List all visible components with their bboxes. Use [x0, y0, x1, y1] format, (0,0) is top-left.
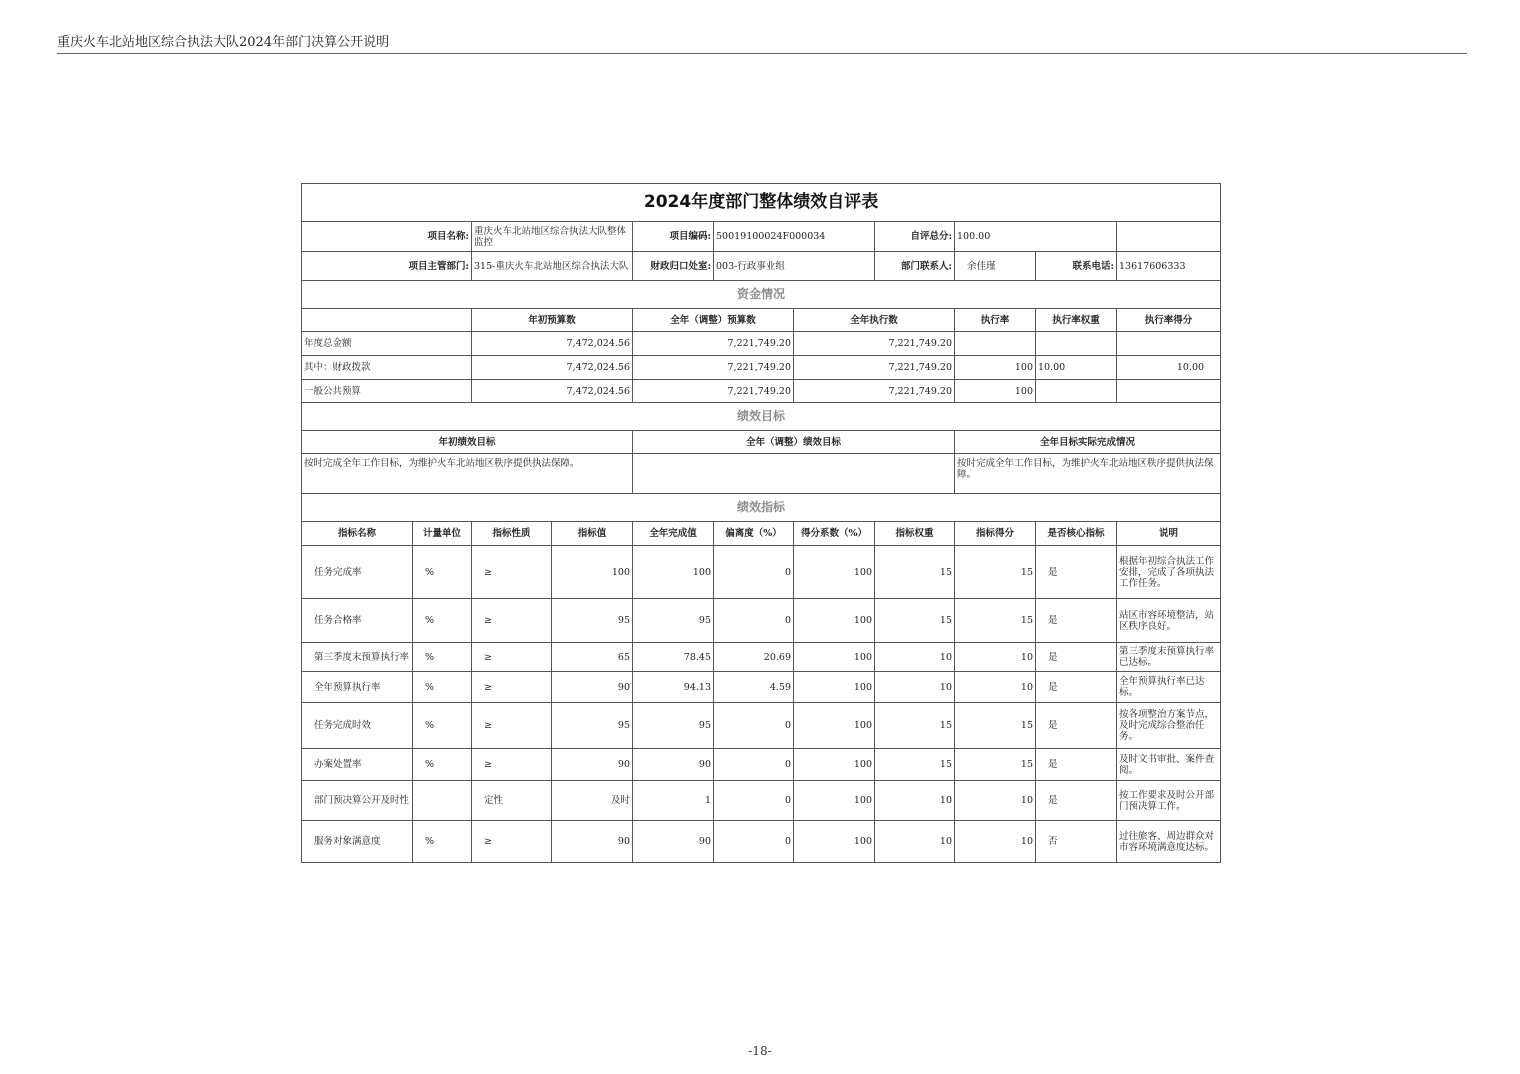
- indicator-row: [302, 643, 1221, 672]
- funds-row-name: 一般公共预算: [302, 380, 472, 403]
- funds-col-header: 执行率: [955, 309, 1036, 332]
- indicator-target: 95: [552, 703, 633, 749]
- funds-col-header: 年初预算数: [472, 309, 633, 332]
- indicator-core: 是: [1036, 546, 1117, 599]
- project-code-value: 50019100024F000034: [714, 222, 875, 252]
- indicator-score: 15: [955, 703, 1036, 749]
- indicator-coef: 100: [794, 703, 875, 749]
- indicator-deviation: 0: [714, 599, 794, 643]
- indicator-target: 65: [552, 643, 633, 672]
- funds-executed: 7,221,749.20: [794, 332, 955, 356]
- project-name-label: 项目名称:: [302, 222, 472, 252]
- funds-score: [1117, 332, 1221, 356]
- indicator-deviation: 0: [714, 781, 794, 821]
- indicator-actual: 1: [633, 781, 714, 821]
- goals-col-header: 年初绩效目标: [302, 431, 633, 454]
- indicator-unit: [413, 781, 472, 821]
- indicator-core: 是: [1036, 749, 1117, 781]
- indicator-target: 90: [552, 672, 633, 703]
- indicator-col-header: 指标性质: [472, 522, 552, 546]
- goal-initial: 按时完成全年工作目标，为维护火车北站地区秩序提供执法保障。: [302, 454, 633, 494]
- funds-weight: [1036, 332, 1117, 356]
- indicator-actual: 100: [633, 546, 714, 599]
- funds-executed: 7,221,749.20: [794, 380, 955, 403]
- indicator-actual: 95: [633, 703, 714, 749]
- indicator-coef: 100: [794, 643, 875, 672]
- indicator-name: 任务完成时效: [302, 703, 413, 749]
- indicator-core: 是: [1036, 599, 1117, 643]
- indicator-unit: %: [413, 749, 472, 781]
- indicator-weight: 15: [875, 546, 955, 599]
- funds-col-header: 执行率得分: [1117, 309, 1221, 332]
- funds-executed: 7,221,749.20: [794, 356, 955, 380]
- indicator-target: 及时: [552, 781, 633, 821]
- indicator-unit: %: [413, 821, 472, 863]
- indicator-nature: ≥: [472, 703, 552, 749]
- indicator-score: 10: [955, 643, 1036, 672]
- indicator-note: 及时文书审批、案件查阅。: [1117, 749, 1221, 781]
- funds-row: [302, 356, 1221, 380]
- project-code-label: 项目编码:: [633, 222, 714, 252]
- dept-value: 315-重庆火车北站地区综合执法大队: [472, 252, 633, 281]
- indicator-row: [302, 546, 1221, 599]
- indicator-coef: 100: [794, 749, 875, 781]
- info-row-2: [302, 252, 1221, 281]
- indicator-core: 是: [1036, 703, 1117, 749]
- finance-office-label: 财政归口处室:: [633, 252, 714, 281]
- indicator-target: 95: [552, 599, 633, 643]
- page-header: 重庆火车北站地区综合执法大队2024年部门决算公开说明: [57, 35, 390, 50]
- indicator-deviation: 0: [714, 749, 794, 781]
- indicator-note: 第三季度末预算执行率已达标。: [1117, 643, 1221, 672]
- indicator-name: 部门预决算公开及时性: [302, 781, 413, 821]
- project-name-value: 重庆火车北站地区综合执法大队整体监控: [472, 222, 633, 252]
- indicator-target: 100: [552, 546, 633, 599]
- indicator-name: 全年预算执行率: [302, 672, 413, 703]
- indicator-weight: 15: [875, 599, 955, 643]
- finance-office-value: 003-行政事业组: [714, 252, 875, 281]
- phone-value: 13617606333: [1117, 252, 1221, 281]
- funds-header-blank: [302, 309, 472, 332]
- indicator-score: 10: [955, 781, 1036, 821]
- dept-label: 项目主管部门:: [302, 252, 472, 281]
- indicator-nature: ≥: [472, 599, 552, 643]
- indicator-col-header: 偏离度（%）: [714, 522, 794, 546]
- info-empty-cell: [1117, 222, 1221, 252]
- indicator-unit: %: [413, 599, 472, 643]
- indicator-row: [302, 781, 1221, 821]
- funds-rate: 100: [955, 356, 1036, 380]
- indicator-note: 按各项整治方案节点，及时完成综合整治任务。: [1117, 703, 1221, 749]
- indicator-weight: 15: [875, 703, 955, 749]
- goals-col-header: 全年（调整）绩效目标: [633, 431, 955, 454]
- indicator-deviation: 0: [714, 546, 794, 599]
- indicator-actual: 95: [633, 599, 714, 643]
- indicator-core: 是: [1036, 781, 1117, 821]
- goals-row: [302, 454, 1221, 494]
- indicator-coef: 100: [794, 672, 875, 703]
- info-row-1: [302, 222, 1221, 252]
- indicator-score: 10: [955, 821, 1036, 863]
- funds-adjusted: 7,221,749.20: [633, 356, 794, 380]
- indicator-core: 是: [1036, 672, 1117, 703]
- indicator-name: 第三季度末预算执行率: [302, 643, 413, 672]
- funds-weight: [1036, 380, 1117, 403]
- indicator-col-header: 得分系数（%）: [794, 522, 875, 546]
- table-title: 2024年度部门整体绩效自评表: [302, 184, 1221, 222]
- funds-score: [1117, 380, 1221, 403]
- indicator-nature: ≥: [472, 546, 552, 599]
- indicator-score: 15: [955, 599, 1036, 643]
- goal-adjusted: [633, 454, 955, 494]
- funds-score: 10.00: [1117, 356, 1221, 380]
- indicator-row: [302, 703, 1221, 749]
- funds-section-title: 资金情况: [302, 281, 1221, 309]
- indicator-nature: ≥: [472, 749, 552, 781]
- funds-row: [302, 380, 1221, 403]
- indicator-unit: %: [413, 703, 472, 749]
- indicator-coef: 100: [794, 781, 875, 821]
- indicator-weight: 10: [875, 643, 955, 672]
- indicator-col-header: 全年完成值: [633, 522, 714, 546]
- self-score-value: 100.00: [955, 222, 1117, 252]
- indicator-col-header: 指标权重: [875, 522, 955, 546]
- funds-col-header: 全年执行数: [794, 309, 955, 332]
- page-number: -18-: [748, 1044, 772, 1058]
- indicator-nature: 定性: [472, 781, 552, 821]
- indicator-actual: 94.13: [633, 672, 714, 703]
- indicator-name: 服务对象满意度: [302, 821, 413, 863]
- indicator-row: [302, 749, 1221, 781]
- indicator-nature: ≥: [472, 821, 552, 863]
- indicator-coef: 100: [794, 821, 875, 863]
- funds-initial: 7,472,024.56: [472, 332, 633, 356]
- indicator-col-header: 是否核心指标: [1036, 522, 1117, 546]
- indicator-weight: 10: [875, 672, 955, 703]
- indicator-name: 任务完成率: [302, 546, 413, 599]
- indicator-core: 是: [1036, 643, 1117, 672]
- indicator-score: 15: [955, 749, 1036, 781]
- contact-value: 余佳瑾: [955, 252, 1036, 281]
- indicator-core: 否: [1036, 821, 1117, 863]
- indicator-note: 按工作要求及时公开部门预决算工作。: [1117, 781, 1221, 821]
- funds-col-header: 执行率权重: [1036, 309, 1117, 332]
- indicator-coef: 100: [794, 546, 875, 599]
- indicator-name: 办案处置率: [302, 749, 413, 781]
- indicator-target: 90: [552, 821, 633, 863]
- indicator-weight: 15: [875, 749, 955, 781]
- indicator-actual: 78.45: [633, 643, 714, 672]
- funds-weight: 10.00: [1036, 356, 1117, 380]
- funds-initial: 7,472,024.56: [472, 380, 633, 403]
- indicator-score: 15: [955, 546, 1036, 599]
- indicator-weight: 10: [875, 821, 955, 863]
- indicator-actual: 90: [633, 821, 714, 863]
- funds-row: [302, 332, 1221, 356]
- goals-section-title: 绩效目标: [302, 403, 1221, 431]
- performance-table: [301, 183, 1221, 863]
- indicator-coef: 100: [794, 599, 875, 643]
- indicator-col-header: 计量单位: [413, 522, 472, 546]
- indicator-target: 90: [552, 749, 633, 781]
- indicator-weight: 10: [875, 781, 955, 821]
- indicator-unit: %: [413, 643, 472, 672]
- indicator-nature: ≥: [472, 643, 552, 672]
- funds-row-name: 其中：财政拨款: [302, 356, 472, 380]
- indicator-deviation: 0: [714, 821, 794, 863]
- indicator-score: 10: [955, 672, 1036, 703]
- indicator-note: 根据年初综合执法工作安排，完成了各项执法工作任务。: [1117, 546, 1221, 599]
- goals-header-row: [302, 431, 1221, 454]
- indicator-deviation: 0: [714, 703, 794, 749]
- indicator-row: [302, 821, 1221, 863]
- funds-header-row: [302, 309, 1221, 332]
- funds-row-name: 年度总金额: [302, 332, 472, 356]
- funds-initial: 7,472,024.56: [472, 356, 633, 380]
- indicator-col-header: 说明: [1117, 522, 1221, 546]
- funds-adjusted: 7,221,749.20: [633, 380, 794, 403]
- performance-sheet: [301, 183, 1220, 863]
- indicator-unit: %: [413, 672, 472, 703]
- funds-col-header: 全年（调整）预算数: [633, 309, 794, 332]
- funds-adjusted: 7,221,749.20: [633, 332, 794, 356]
- indicator-col-header: 指标名称: [302, 522, 413, 546]
- indicator-unit: %: [413, 546, 472, 599]
- indicator-row: [302, 672, 1221, 703]
- indicators-header-row: [302, 522, 1221, 546]
- goal-actual: 按时完成全年工作目标，为维护火车北站地区秩序提供执法保障。: [955, 454, 1221, 494]
- indicator-nature: ≥: [472, 672, 552, 703]
- indicator-note: 站区市容环境整洁，站区秩序良好。: [1117, 599, 1221, 643]
- funds-rate: [955, 332, 1036, 356]
- header-rule: [57, 53, 1467, 54]
- indicator-note: 全年预算执行率已达标。: [1117, 672, 1221, 703]
- indicator-name: 任务合格率: [302, 599, 413, 643]
- funds-rate: 100: [955, 380, 1036, 403]
- self-score-label: 自评总分:: [875, 222, 955, 252]
- indicator-col-header: 指标值: [552, 522, 633, 546]
- goals-col-header: 全年目标实际完成情况: [955, 431, 1221, 454]
- indicators-section-title: 绩效指标: [302, 494, 1221, 522]
- indicator-deviation: 20.69: [714, 643, 794, 672]
- indicator-row: [302, 599, 1221, 643]
- indicator-deviation: 4.59: [714, 672, 794, 703]
- contact-label: 部门联系人:: [875, 252, 955, 281]
- phone-label: 联系电话:: [1036, 252, 1117, 281]
- indicator-col-header: 指标得分: [955, 522, 1036, 546]
- indicator-actual: 90: [633, 749, 714, 781]
- indicator-note: 过往旅客、周边群众对市容环境满意度达标。: [1117, 821, 1221, 863]
